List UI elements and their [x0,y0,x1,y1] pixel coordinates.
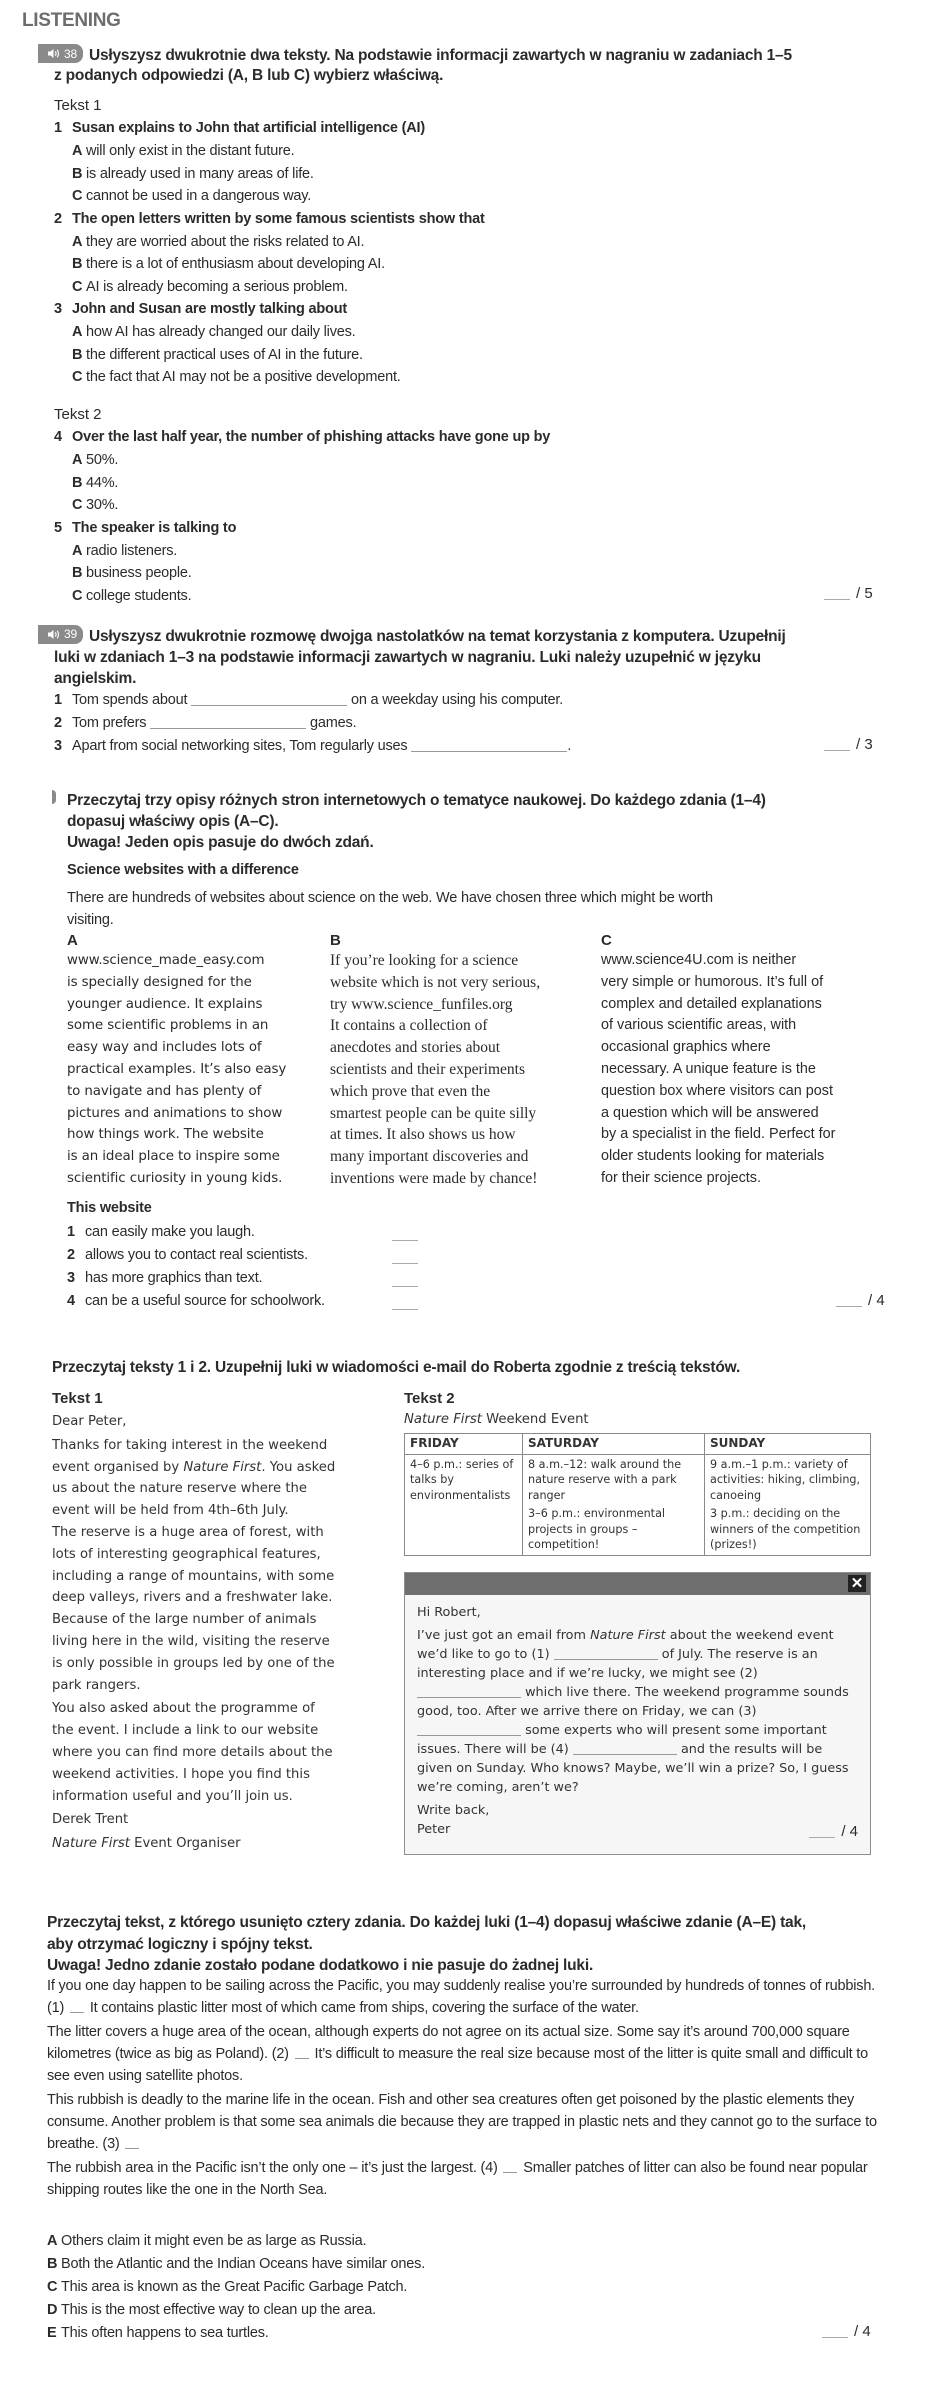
score-field[interactable] [809,1823,858,1840]
instruction-text: Przeczytaj trzy opisy różnych stron internetowych o tematyce naukowej. Do każdego zdania (1–4) [67,792,766,809]
item-number: 4 [67,1293,75,1309]
paragraph-text: If you one day happen to be sailing across the Pacific, you may suddenly realise you’re surrounded by hundreds of tonnes of rubbish. (1) [47,1978,876,2016]
schedule-header: SATURDAY [523,1434,705,1455]
option-letter: C [72,188,83,204]
email-text: I’ve just got an email from [417,1628,586,1643]
question-text: The open letters written by some famous scientists show that [72,210,485,227]
letter-line: event organised by [52,1459,180,1475]
item-number: 1 [67,1224,75,1240]
column-text [67,950,327,1190]
item-number: 1 [54,692,62,708]
text-paragraph [47,1975,877,2019]
option-text: they are worried about the risks related to AI. [86,233,365,250]
option-letter: B [72,474,83,491]
email-text: of July. The reserve is an interesting place and if we’re lucky, we might see (2) [417,1647,818,1681]
schedule-entry: 4–6 p.m.: series of talks by environmentalists [410,1457,514,1502]
option-letter: C [47,2279,58,2295]
answer-blank[interactable] [392,1309,418,1310]
option-letter: B [72,165,83,182]
item-text: games. [310,715,357,731]
sentence-option [47,2322,747,2345]
text-line: easy way and includes lots of [67,1040,262,1056]
text-line: scientific curiosity in young kids. [67,1170,283,1186]
option-text: how AI has already changed our daily lives. [86,324,356,340]
answer-blank[interactable] [417,1685,521,1698]
text-label: Tekst 2 [404,1390,455,1407]
org-name: Nature First [404,1412,482,1427]
instruction-text: Uwaga! Jeden opis pasuje do dwóch zdań. [67,834,374,851]
item-number: 3 [54,738,62,754]
email-text: and the results will be given on Sunday. Who knows? Maybe, we’ll win a prize? So, I guess we’re coming, aren’t we? [417,1742,849,1795]
org-name: Nature First [590,1628,666,1643]
track-number: 39 [64,627,77,641]
answer-blank[interactable] [554,1647,658,1660]
gap-fill-list [54,689,854,758]
text-line: www.science_made_easy.com [67,953,265,968]
schedule-header-row [405,1434,871,1455]
option-text: This often happens to sea turtles. [61,2325,269,2341]
option-letter: A [72,233,83,250]
task5-instruction [47,1912,907,1977]
option-text: will only exist in the distant future. [86,143,295,159]
option-text: college students. [86,587,192,604]
text-line: living here in the wild, visiting the reserve [52,1633,330,1649]
answer-blank[interactable] [417,1723,521,1736]
answer-option[interactable] [54,344,854,367]
text-paragraph [47,2021,877,2087]
section-title: LISTENING [22,10,121,31]
schedule-row [405,1454,871,1555]
article-title: Science websites with a difference [67,862,299,878]
audio-track-badge[interactable] [38,625,83,644]
speaker-icon [48,629,60,640]
schedule-table [404,1433,871,1556]
question-number: 3 [54,301,62,317]
email-window [404,1572,871,1855]
schedule-cell [705,1454,871,1555]
paragraph-text: The rubbish area in the Pacific isn’t the only one – it’s just the largest. (4) [47,2160,498,2176]
paragraph-text: This rubbish is deadly to the marine life in the ocean. Fish and other sea creatures often get poisoned by the plastic elements they consume. Another problem is that some sea animals die because they are trapped in plastic nets and they cannot go to the surface to breathe. (3) [47,2092,877,2152]
schedule-header: FRIDAY [405,1434,523,1455]
gap-fill-item [54,689,854,712]
email-text: about the weekend event we’d like to go to (1) [417,1628,834,1662]
website-description-a [67,932,327,1190]
item-text: on a weekday using his computer. [350,692,564,708]
letter-paragraph [52,1522,392,1696]
text-line: deep valleys, rivers and a freshwater lake. [52,1590,333,1606]
question [54,117,854,208]
text-line: of various scientific areas, with [601,1017,797,1034]
score-max: / 4 [854,2323,871,2340]
option-letter: C [72,278,83,295]
paragraph-text: It contains plastic litter most of which came from ships, covering the surface of the water. [89,2000,639,2016]
question-text: The speaker is talking to [72,519,237,536]
answer-blank[interactable] [503,2172,517,2173]
option-text: is already used in many areas of life. [86,165,314,182]
option-letter: A [72,143,83,159]
item-number: 3 [67,1270,75,1286]
question [54,426,854,517]
text-line: weekend activities. I hope you find this [52,1766,310,1782]
score-blank[interactable] [824,750,850,751]
speaker-icon [48,48,60,59]
column-text [330,950,600,1190]
text-line: Because of the large number of animals [52,1612,317,1628]
org-name: Nature First [183,1459,262,1475]
answer-option[interactable] [54,494,854,517]
email-paragraph [417,1626,858,1797]
paragraph-text: The litter covers a huge area of the ocean, although experts do not agree on its actual size. Some say it’s around 700,000 square kilometres (twice as big as Poland). (2) [47,2024,850,2062]
sentence-options [47,2230,747,2345]
schedule-title [404,1409,874,1431]
option-text: radio listeners. [86,542,178,559]
score-max: / 3 [856,736,873,753]
intro-text: There are hundreds of websites about science on the web. We have chosen three which might be worth [67,890,713,906]
letter-paragraph [52,1698,392,1807]
role-text: Event Organiser [134,1836,241,1852]
answer-blank[interactable] [150,715,306,729]
text2-schedule [404,1389,874,1556]
text-line: complex and detailed explanations [601,995,822,1012]
answer-blank[interactable] [191,692,347,706]
intro-text: visiting. [67,912,114,928]
answer-option[interactable] [54,562,854,585]
close-icon[interactable]: ✕ [848,1575,866,1592]
badge-fragment [52,790,56,804]
answer-blank[interactable] [392,1263,418,1264]
text-label: Tekst 2 [54,406,102,423]
answer-blank[interactable] [392,1286,418,1287]
instruction-text: aby otrzymać logiczny i spójny tekst. [47,1935,313,1953]
question-list-text2 [54,426,854,607]
option-text: 50%. [86,452,119,468]
email-signature: Peter [417,1822,451,1837]
email-text: some experts who will present some important issues. There will be (4) [417,1723,827,1757]
answer-option[interactable] [54,321,854,344]
question-text: John and Susan are mostly talking about [72,301,347,317]
schedule-cell [523,1454,705,1555]
task1-instruction [38,44,898,86]
question-stem: This website [67,1200,152,1216]
text-line: which prove that even the [330,1082,491,1100]
text-line: scientists and their experiments [330,1060,525,1078]
letter-greeting: Dear Peter, [52,1414,127,1429]
answer-blank[interactable] [125,2148,139,2149]
text-line: occasional graphics where [601,1039,771,1056]
option-letter: C [72,497,83,513]
score-max: / 4 [841,1823,858,1840]
text-line: to navigate and has plenty of [67,1083,262,1099]
score-blank[interactable] [809,1837,835,1838]
item-text: has more graphics than text. [85,1270,263,1286]
text-line: anecdotes and stories about [330,1039,501,1057]
text-line: older students looking for materials [601,1148,825,1165]
answer-blank[interactable] [411,738,567,752]
letter-paragraph [52,1435,392,1522]
option-text: This area is known as the Great Pacific Garbage Patch. [61,2279,408,2295]
score-blank[interactable] [822,2337,848,2338]
text-line: If you’re looking for a science [330,952,519,969]
text-line: It contains a collection of [330,1017,488,1035]
schedule-entry: 3 p.m.: deciding on the winners of the competition (prizes!) [710,1507,861,1551]
text-paragraph [47,2089,877,2155]
score-field[interactable] [836,1292,885,1309]
reading-text [47,1975,877,2201]
text-line: inventions were made by chance! [330,1169,538,1187]
option-text: Both the Atlantic and the Indian Oceans have similar ones. [61,2256,426,2272]
answer-option[interactable] [54,276,854,299]
score-max: / 5 [856,585,873,602]
letter-line: event will be held from 4th–6th July. [52,1503,289,1519]
answer-option[interactable] [54,185,854,208]
title-text: Weekend Event [486,1412,589,1427]
sentence-option [47,2276,747,2299]
text-line: is specially designed for the [67,974,252,990]
text-line: is an ideal place to inspire some [67,1149,280,1165]
option-letter: A [72,542,83,559]
option-letter: C [72,369,83,385]
option-letter: B [47,2256,58,2272]
text-line: park rangers. [52,1677,141,1693]
option-letter: A [47,2233,58,2249]
score-blank[interactable] [836,1306,862,1307]
item-text: Apart from social networking sites, Tom regularly uses [72,738,408,754]
column-letter: B [330,932,341,949]
schedule-header: SUNDAY [705,1434,871,1455]
instruction-text: angielskim. [54,670,137,687]
task3-instruction [67,790,897,853]
schedule-cell [405,1454,523,1555]
text-line: for their science projects. [601,1169,761,1186]
question-number: 2 [54,210,62,227]
letter-line: Thanks for taking interest in the weekend [52,1437,328,1453]
text-line: very simple or humorous. It’s full of [601,973,824,990]
question [54,208,854,299]
score-field[interactable] [824,585,873,602]
text-line: The reserve is a huge area of forest, with [52,1524,324,1540]
question [54,298,854,389]
option-letter: A [72,324,83,340]
answer-option[interactable] [54,449,854,472]
option-text: the different practical uses of AI in the future. [86,346,363,363]
item-text: can be a useful source for schoolwork. [85,1293,325,1309]
item-number: 2 [67,1247,75,1263]
text-line: many important discoveries and [330,1148,529,1166]
text-line: question box where visitors can post [601,1082,833,1099]
sentence-option [47,2299,747,2322]
question [54,517,854,608]
item-text: Tom prefers [72,715,147,731]
task4-instruction: Przeczytaj teksty 1 i 2. Uzupełnij luki w wiadomości e-mail do Roberta zgodnie z treścią tekstów. [52,1359,741,1376]
answer-option[interactable] [54,366,854,389]
letter-signature: Derek Trent [52,1812,129,1828]
text-line: www.science4U.com is neither [601,952,797,968]
track-number: 38 [64,46,77,61]
text-line: information useful and you’ll join us. [52,1788,293,1804]
email-title-bar [405,1573,870,1595]
option-text: AI is already becoming a serious problem. [86,278,348,295]
gap-fill-item [54,712,854,735]
letter-signature-role [52,1833,392,1855]
answer-blank[interactable] [573,1742,677,1755]
question-number: 1 [54,120,62,136]
option-text: there is a lot of enthusiasm about developing AI. [86,256,385,272]
text-line: website which is not very serious, [330,973,541,991]
item-number: 2 [54,715,62,731]
option-letter: B [72,346,83,363]
text-line: lots of interesting geographical features, [52,1546,321,1562]
task2-instruction [38,625,898,689]
answer-blank[interactable] [295,2058,309,2059]
text-line: the event. I include a link to our website [52,1723,319,1739]
answer-option[interactable] [54,585,854,608]
article-intro [67,887,897,931]
website-description-c [601,932,891,1190]
option-text: business people. [86,565,192,581]
text-line: pictures and animations to show [67,1105,283,1121]
option-text: 30%. [86,497,119,513]
item-text: . [567,738,572,754]
instruction-text: Uwaga! Jedno zdanie zostało podane dodatkowo i nie pasuje do żadnej luki. [47,1957,594,1974]
column-text [601,950,891,1190]
question-text: Susan explains to John that artificial intelligence (AI) [72,120,425,136]
paragraph-text: It’s difficult to measure the real size because most of the litter is quite small and difficult to see even using satellite photos. [47,2046,868,2084]
option-letter: B [72,565,83,581]
column-letter: C [601,932,612,949]
letter-line: . You asked [261,1459,336,1475]
answer-option[interactable] [54,472,854,495]
matching-list [67,1221,467,1313]
email-greeting: Hi Robert, [417,1605,481,1620]
letter-line: us about the nature reserve where the [52,1481,307,1497]
score-blank[interactable] [824,599,850,600]
option-letter: A [72,452,83,468]
sentence-option [47,2230,747,2253]
instruction-text: luki w zdaniach 1–3 na podstawie informacji zawartych w nagraniu. Luki należy uzupełnić w języku [54,649,761,666]
answer-option[interactable] [54,540,854,563]
answer-option[interactable] [54,163,854,186]
option-letter: D [47,2302,58,2318]
sentence-option [47,2253,747,2276]
answer-option[interactable] [54,253,854,276]
column-letter: A [67,932,78,949]
score-max: / 4 [868,1292,885,1309]
answer-blank[interactable] [392,1240,418,1241]
score-field[interactable] [824,736,873,753]
text-line: You also asked about the programme of [52,1701,315,1717]
text-line: including a range of mountains, with some [52,1568,335,1584]
option-text: the fact that AI may not be a positive development. [86,369,401,385]
text-line: is only possible in groups led by one of the [52,1655,335,1671]
option-letter: C [72,587,83,604]
text-line: practical examples. It’s also easy [67,1061,287,1077]
org-name: Nature First [52,1836,130,1852]
text-paragraph [47,2157,877,2201]
text-line: where you can find more details about the [52,1744,333,1760]
answer-option[interactable] [54,231,854,254]
text-label: Tekst 1 [52,1390,103,1407]
email-body [405,1595,870,1847]
item-text: can easily make you laugh. [85,1224,255,1240]
text-line: some scientific problems in an [67,1018,269,1034]
option-letter: E [47,2325,57,2341]
item-text: Tom spends about [72,692,188,708]
option-letter: B [72,256,83,272]
option-text: cannot be used in a dangerous way. [86,188,312,204]
instruction-text: Przeczytaj tekst, z którego usunięto cztery zdania. Do każdej luki (1–4) dopasuj właściwe zdanie (A–E) tak, [47,1914,806,1931]
text-line: at times. It also shows us how [330,1126,516,1144]
gap-fill-item [54,735,854,758]
schedule-entry: 8 a.m.–12: walk around the nature reserve with a park ranger [528,1457,682,1502]
email-closing: Write back, [417,1803,490,1818]
option-text: This is the most effective way to clean up the area. [61,2302,376,2318]
question-list-text1 [54,117,854,389]
instruction-text: z podanych odpowiedzi (A, B lub C) wybierz właściwą. [54,67,444,84]
text-line: a question which will be answered [601,1104,819,1121]
email-text: which live there. The weekend programme sounds good, too. After we arrive there on Friday, we can (3) [417,1685,849,1719]
text-line: by a specialist in the field. Perfect for [601,1126,836,1143]
option-text: 44%. [86,474,119,491]
text-line: try www.science_funfiles.org [330,995,513,1013]
question-text: Over the last half year, the number of phishing attacks have gone up by [72,429,551,445]
option-text: Others claim it might even be as large as Russia. [61,2233,367,2249]
text-line: how things work. The website [67,1127,264,1143]
text-label: Tekst 1 [54,97,102,114]
item-text: allows you to contact real scientists. [85,1247,308,1263]
text-line: smartest people can be quite silly [330,1104,537,1122]
instruction-text: Usłyszysz dwukrotnie dwa teksty. Na podstawie informacji zawartych w nagraniu w zadaniach 1–5 [88,47,792,64]
text1-letter [52,1389,392,1855]
paragraph-text: Smaller patches of litter can also be found near popular shipping routes like the one in the North Sea. [47,2160,868,2198]
text-line: younger audience. It explains [67,996,263,1012]
schedule-entry: 3–6 p.m.: environmental projects in groups – competition! [528,1507,666,1551]
score-field[interactable] [822,2323,871,2340]
question-number: 5 [54,519,62,536]
answer-option[interactable] [54,140,854,163]
schedule-entry: 9 a.m.–1 p.m.: variety of activities: hiking, climbing, canoeing [710,1457,861,1502]
instruction-text: Usłyszysz dwukrotnie rozmowę dwojga nastolatków na temat korzystania z komputera. Uzupełnij [88,628,786,645]
text-line: necessary. A unique feature is the [601,1060,816,1077]
answer-blank[interactable] [70,2012,84,2013]
question-number: 4 [54,429,62,445]
website-description-b [330,932,600,1190]
instruction-text: dopasuj właściwy opis (A–C). [67,813,279,830]
audio-track-badge[interactable] [38,44,83,63]
